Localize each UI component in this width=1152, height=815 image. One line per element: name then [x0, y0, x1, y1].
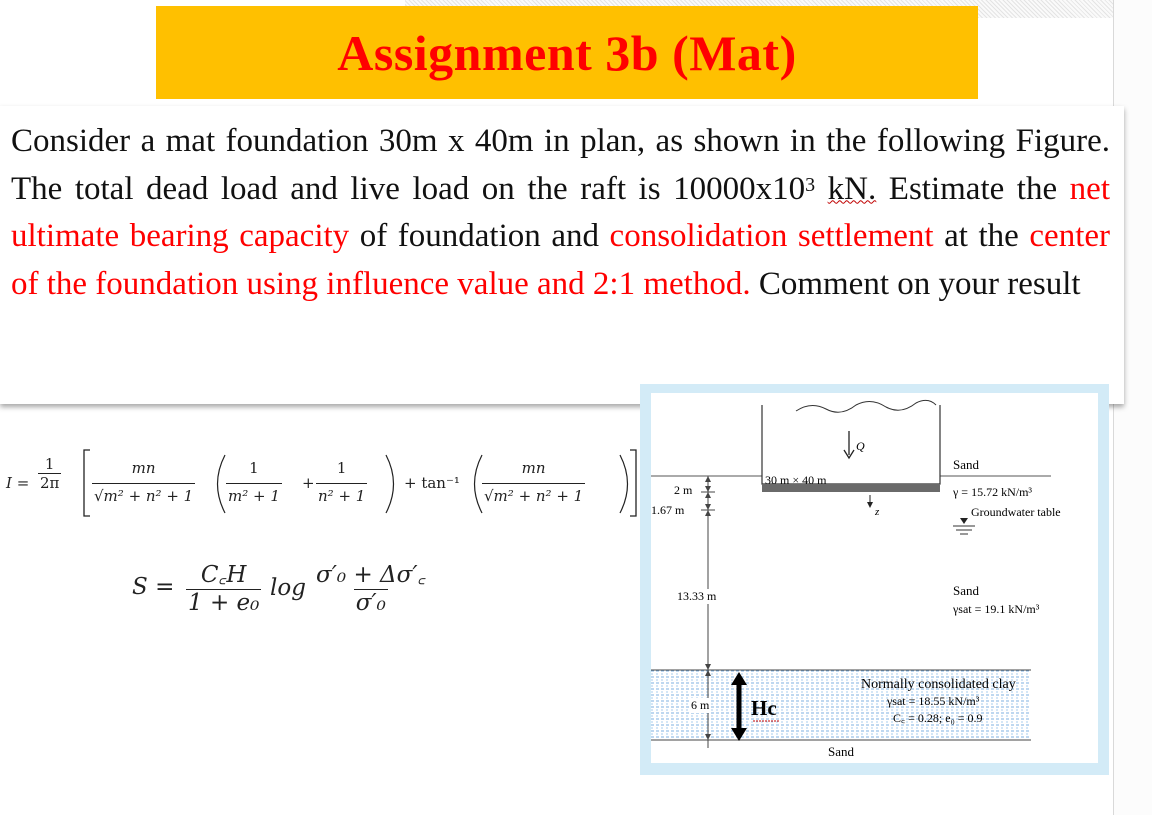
frac-1-over-n2	[316, 459, 367, 505]
soil-profile-figure	[640, 384, 1109, 775]
building-top-break	[796, 400, 936, 412]
formula-s-lhs: S =	[132, 574, 175, 600]
frac-sigma	[314, 557, 428, 616]
depth-6m-label: 6 m	[691, 698, 710, 712]
highlight-consolidation-settlement: consolidation settlement	[609, 218, 934, 254]
clay-parameters: C꜀ = 0.28; e₀ = 0.9	[893, 711, 983, 725]
unit-weight-sand-top: γ = 15.72 kN/m³	[953, 485, 1033, 499]
frac-num-sigma: σ′₀ + Δσ′꜀	[316, 562, 426, 588]
z-arrow-head	[867, 502, 873, 508]
frac-den-m2p1: m² + 1	[226, 483, 282, 505]
sand-label-middle: Sand	[953, 583, 979, 598]
formula-i-lhs: I =	[6, 474, 30, 492]
hc-label: Hc	[751, 696, 777, 720]
frac-den-2pi: 2π	[40, 474, 60, 492]
mat-dimensions-label: 30 m × 40 m	[765, 473, 827, 487]
z-label: z	[875, 506, 880, 518]
frac-num-one-b: 1	[249, 459, 259, 477]
sand-label-top: Sand	[953, 457, 979, 472]
dim-arrow-5	[705, 510, 711, 516]
frac-cch	[186, 557, 261, 616]
problem-part-2: Estimate the	[876, 170, 1070, 207]
highlight-bearing-capacity: net ultimate bearing capacity	[11, 170, 1110, 254]
clay-label: Normally consolidated clay	[861, 677, 1016, 692]
dim-arrow-3	[705, 492, 711, 498]
frac-num-mn-2: mn	[521, 459, 546, 477]
problem-part-3: of foundation and	[349, 218, 610, 254]
depth-2m-label: 2 m	[674, 483, 693, 497]
gwt-triangle	[960, 518, 968, 524]
dim-arrow-4	[705, 504, 711, 510]
frac-mn-root	[92, 459, 195, 505]
sand-label-bottom: Sand	[828, 744, 854, 759]
frac-den-root: √m² + n² + 1	[92, 483, 195, 505]
unit-weight-sand-middle: γsat = 19.1 kN/m³	[953, 602, 1040, 616]
frac-num-one-c: 1	[336, 459, 347, 477]
load-label: Q	[856, 439, 865, 453]
frac-num-mn: mn	[131, 459, 156, 477]
unit-kn: kN.	[827, 170, 877, 207]
dim-arrow-6	[705, 664, 711, 670]
depth-1333m-label: 13.33 m	[677, 589, 717, 603]
problem-part-5: Comment on your result	[750, 265, 1081, 302]
frac-num-cch: C꜀H	[200, 562, 247, 588]
highlight-center-method: center of the foundation using influence value and 2:1 method.	[11, 218, 1111, 302]
tan-inverse: + tan⁻¹	[404, 474, 460, 492]
plus-sign: +	[302, 474, 315, 492]
figure-canvas	[651, 393, 1098, 763]
problem-part-4: at the	[933, 218, 1030, 254]
unit-weight-clay: γsat = 18.55 kN/m³	[887, 694, 980, 708]
frac-den-root-2: √m² + n² + 1	[482, 483, 585, 505]
frac-den-sigma: σ′₀	[355, 590, 386, 616]
frac-den-e0: 1 + e₀	[188, 590, 260, 616]
soil-profile-drawing	[651, 393, 1098, 763]
dim-arrow-1	[705, 476, 711, 482]
dim-arrow-2	[705, 486, 711, 492]
groundwater-table-label: Groundwater table	[971, 505, 1061, 519]
frac-num-one: 1	[44, 455, 55, 473]
depth-167m-label: 1.67 m	[651, 503, 685, 517]
log-term: log	[270, 575, 306, 601]
problem-part-1: Consider a mat foundation 30m x 40m in plan, as shown in the following Figure. The total dead load and live load on the raft is 10000x10	[11, 123, 1110, 207]
exponent: 3	[805, 173, 816, 196]
frac-den-n2p1: n² + 1	[316, 483, 367, 505]
frac-1-over-m2	[226, 459, 282, 505]
page-title: Assignment 3b (Mat)	[337, 24, 797, 81]
frac-mn-root-2	[482, 459, 585, 505]
